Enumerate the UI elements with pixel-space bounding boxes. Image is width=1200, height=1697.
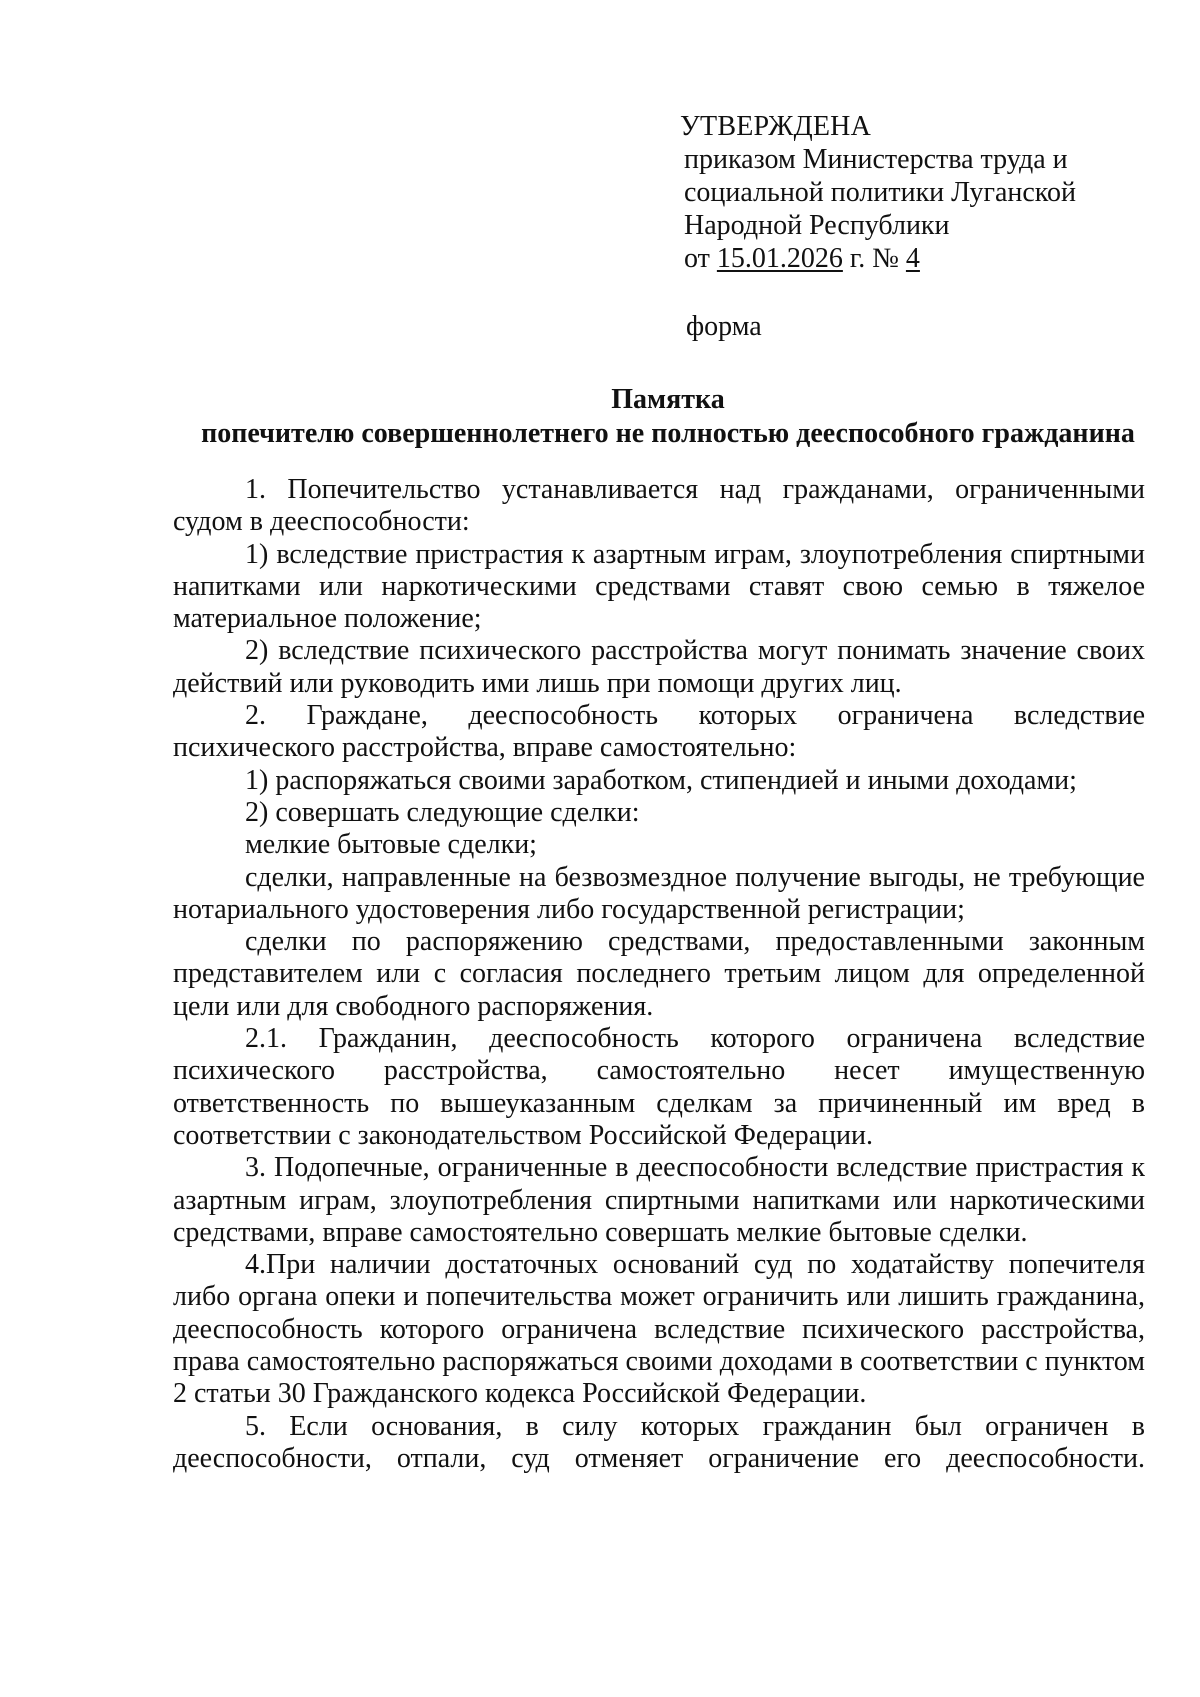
approval-date: 15.01.2026 [716,243,843,274]
approval-date-line [684,242,1144,275]
title-line-2: попечителю совершеннолетнего не полностью дееспособного гражданина [201,418,1135,449]
approval-year-mark: г. № [842,243,906,274]
paragraph-2-2-b: сделки, направленные на безвозмездное получение выгоды, не требующие нотариального удостоверения либо государственной регистрации; [173,861,1145,925]
paragraph-2-2-a: мелкие бытовые сделки; [245,829,537,861]
approval-line-3: Народной Республики [684,210,950,241]
form-label: форма [686,311,762,342]
approval-number: 4 [905,243,920,274]
paragraph-2-1-liability: 2.1. Гражданин, дееспособность которого ограничена вследствие психического расстройства, самостоятельно несет имущественную ответственность по вышеуказанным сделкам за причиненный им вред в соответствии с законодательством Российской Федерации. [173,1023,1145,1151]
paragraph-2: 2. Граждане, дееспособность которых ограничена вследствие психического расстройства, вправе самостоятельно: [173,700,1145,764]
title-line-1: Памятка [611,384,725,415]
paragraph-2-2: 2) совершать следующие сделки: [245,796,640,828]
paragraph-5: 5. Если основания, в силу которых гражданин был ограничен в дееспособности, отпали, суд отменяет ограничение его дееспособности. [173,1410,1145,1474]
paragraph-2-1: 1) распоряжаться своими заработком, стипендией и иными доходами; [245,764,1077,796]
paragraph-3: 3. Подопечные, ограниченные в дееспособности вследствие пристрастия к азартным играм, злоупотребления спиртными напитками или наркотическими средствами, вправе самостоятельно совершать мелкие бытовые сделки. [173,1152,1145,1248]
document-title [168,383,1168,451]
paragraph-2-2-c: сделки по распоряжению средствами, предоставленными законным представителем или с согласия последнего третьим лицом для определенной цели или для свободного распоряжения. [173,926,1145,1022]
approval-line-1: приказом Министерства труда и [684,144,1068,175]
approval-block [680,110,1144,275]
paragraph-1-1: 1) вследствие пристрастия к азартным играм, злоупотребления спиртными напитками или наркотическими средствами ставят свою семью в тяжелое материальное положение; [173,538,1145,635]
approval-title: УТВЕРЖДЕНА [680,111,872,142]
paragraph-1-2: 2) вследствие психического расстройства могут понимать значение своих действий или руководить ими лишь при помощи других лиц. [173,635,1145,699]
approval-date-prefix: от [684,243,717,274]
document-body [173,474,1145,1475]
paragraph-4: 4.При наличии достаточных оснований суд по ходатайству попечителя либо органа опеки и попечительства может ограничить или лишить гражданина, дееспособность которого ограничена вследствие психического расстройства, права самостоятельно распоряжаться своими доходами в соответствии с пунктом 2 статьи 30 Гражданского кодекса Российской Федерации. [173,1249,1145,1410]
approval-line-2: социальной политики Луганской [684,177,1076,208]
paragraph-1: 1. Попечительство устанавливается над гражданами, ограниченными судом в дееспособности: [173,474,1145,538]
